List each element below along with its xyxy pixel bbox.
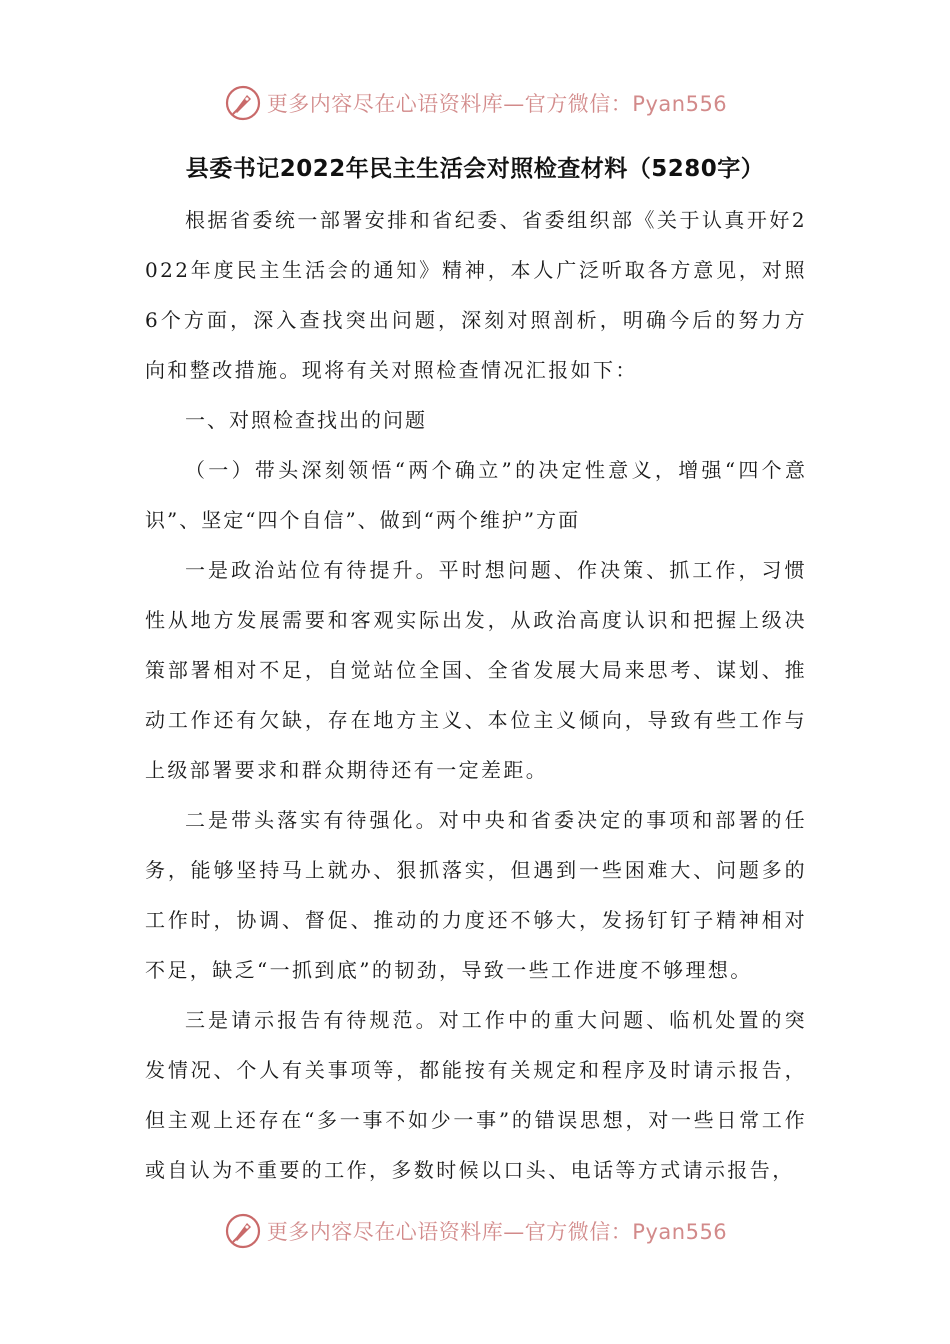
watermark-text: 更多内容尽在心语资料库—官方微信：Pyan556 <box>266 1220 728 1244</box>
pen-nib-logo-icon <box>223 1211 263 1251</box>
header-watermark <box>0 78 950 128</box>
document-body <box>145 195 807 1195</box>
pen-nib-logo-icon <box>223 83 263 123</box>
paragraph-point-2: 二是带头落实有待强化。对中央和省委决定的事项和部署的任务，能够坚持马上就办、狠抓落实，但遇到一些困难大、问题多的工作时，协调、督促、推动的力度还不够大，发扬钉钉子精神相对不足，缺乏“一抓到底”的韧劲，导致一些工作进度不够理想。 <box>145 808 807 982</box>
paragraph-point-3: 三是请示报告有待规范。对工作中的重大问题、临机处置的突发情况、个人有关事项等，都能按有关规定和程序及时请示报告，但主观上还存在“多一事不如少一事”的错误思想，对一些日常工作或自认为不重要的工作，多数时候以口头、电话等方式请示报告， <box>145 1008 807 1182</box>
paragraph-intro: 根据省委统一部署安排和省纪委、省委组织部《关于认真开好2022年度民主生活会的通知》精神，本人广泛听取各方意见，对照6个方面，深入查找突出问题，深刻对照剖析，明确今后的努力方向和整改措施。现将有关对照检查情况汇报如下： <box>145 208 807 382</box>
watermark-text: 更多内容尽在心语资料库—官方微信：Pyan556 <box>266 92 728 116</box>
subsection-heading: （一）带头深刻领悟“两个确立”的决定性意义，增强“四个意识”、坚定“四个自信”、做到“两个维护”方面 <box>145 458 807 532</box>
document-title: 县委书记2022年民主生活会对照检查材料（5280字） <box>185 156 765 182</box>
footer-watermark <box>0 1206 950 1256</box>
section-heading: 一、对照检查找出的问题 <box>185 408 427 432</box>
paragraph-point-1: 一是政治站位有待提升。平时想问题、作决策、抓工作，习惯性从地方发展需要和客观实际出发，从政治高度认识和把握上级决策部署相对不足，自觉站位全国、全省发展大局来思考、谋划、推动工作还有欠缺，存在地方主义、本位主义倾向，导致有些工作与上级部署要求和群众期待还有一定差距。 <box>145 558 807 782</box>
